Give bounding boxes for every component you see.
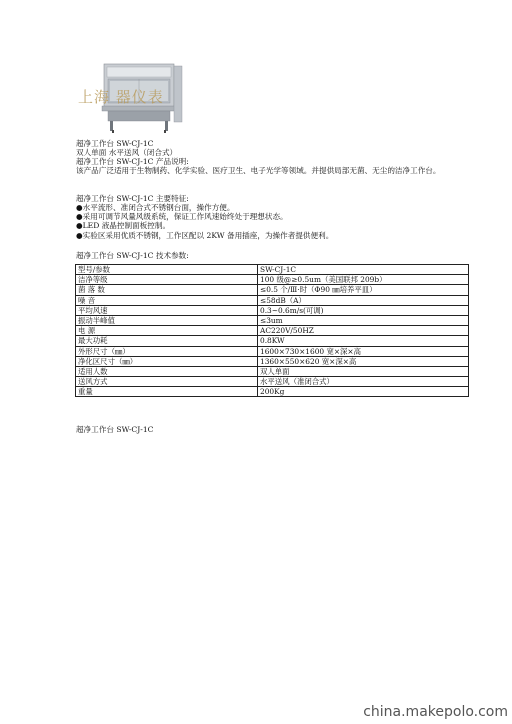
spec-label: 适用人数 xyxy=(76,366,258,376)
table-row xyxy=(76,387,469,397)
feature-item: ●采用可调节风量风级系统，保证工作风速始终处于理想状态。 xyxy=(76,212,288,221)
spec-label: 重量 xyxy=(76,387,258,397)
spec-value: AC220V/50HZ xyxy=(258,326,469,336)
table-row xyxy=(76,275,469,285)
spec-label: 噪 音 xyxy=(76,295,258,305)
spec-value: 200Kg xyxy=(258,387,469,397)
spec-value: 水平送风（准闭合式） xyxy=(258,377,469,387)
spec-value: 1600×730×1600 宽×深×高 xyxy=(258,346,469,356)
feature-item: ●水平流形、准闭合式不锈钢台面，操作方便。 xyxy=(76,203,235,212)
spec-label: 洁净等级 xyxy=(76,275,258,285)
table-row xyxy=(76,285,469,295)
spec-value: 100 级@≥0.5um（美国联邦 209b） xyxy=(258,275,469,285)
spec-label: 型号/参数 xyxy=(76,265,258,275)
spec-label: 最大功耗 xyxy=(76,336,258,346)
table-row xyxy=(76,295,469,305)
description-heading: 超净工作台 SW-CJ-1C 产品说明: xyxy=(76,157,189,166)
trailing-title: 超净工作台 SW-CJ-1C xyxy=(76,425,154,434)
spec-label: 电 源 xyxy=(76,326,258,336)
spec-label: 净化区尺寸（㎜） xyxy=(76,356,258,366)
spec-label: 送风方式 xyxy=(76,377,258,387)
table-row xyxy=(76,305,469,315)
table-row xyxy=(76,265,469,275)
spec-value: 1360×550×620 宽×深×高 xyxy=(258,356,469,366)
model-subtitle: 双人单面 水平送风（闭合式） xyxy=(76,148,178,157)
table-row xyxy=(76,346,469,356)
model-title: 超净工作台 SW-CJ-1C xyxy=(76,139,154,148)
features-heading: 超净工作台 SW-CJ-1C 主要特征: xyxy=(76,194,189,203)
description-text: 该产品广泛适用于生物制药、化学实验、医疗卫生、电子光学等领域。并提供局部无菌、无尘的洁净工作台。 xyxy=(76,166,441,175)
table-row xyxy=(76,336,469,346)
spec-value: 双人单面 xyxy=(258,366,469,376)
spec-value: SW-CJ-1C xyxy=(258,265,469,275)
table-row xyxy=(76,326,469,336)
specs-heading: 超净工作台 SW-CJ-1C 技术参数: xyxy=(76,251,189,260)
feature-item: ●LED 液晶控制面板控制。 xyxy=(76,221,171,230)
site-watermark: china.makepolo.com xyxy=(363,704,508,720)
table-row xyxy=(76,366,469,376)
spec-label: 外形尺寸（㎜） xyxy=(76,346,258,356)
table-row xyxy=(76,356,469,366)
spec-label: 菌 落 数 xyxy=(76,285,258,295)
spec-value: 0.3~0.6m/s(可调) xyxy=(258,305,469,315)
table-row xyxy=(76,315,469,325)
spec-value: ≤3um xyxy=(258,315,469,325)
watermark-text: 上海 器仪表 xyxy=(78,88,164,106)
spec-table xyxy=(75,264,469,397)
spec-label: 振动半峰值 xyxy=(76,315,258,325)
spec-label: 平均风速 xyxy=(76,305,258,315)
spec-value: ≤0.5 个/Ⅲ·时（Φ90 ㎜培养平皿） xyxy=(258,285,469,295)
table-row xyxy=(76,377,469,387)
feature-item: ●实验区采用优质不锈钢，工作区配以 2KW 备用插座，为操作者提供便利。 xyxy=(76,231,334,240)
spec-value: ≤58dB（A） xyxy=(258,295,469,305)
spec-value: 0.8KW xyxy=(258,336,469,346)
